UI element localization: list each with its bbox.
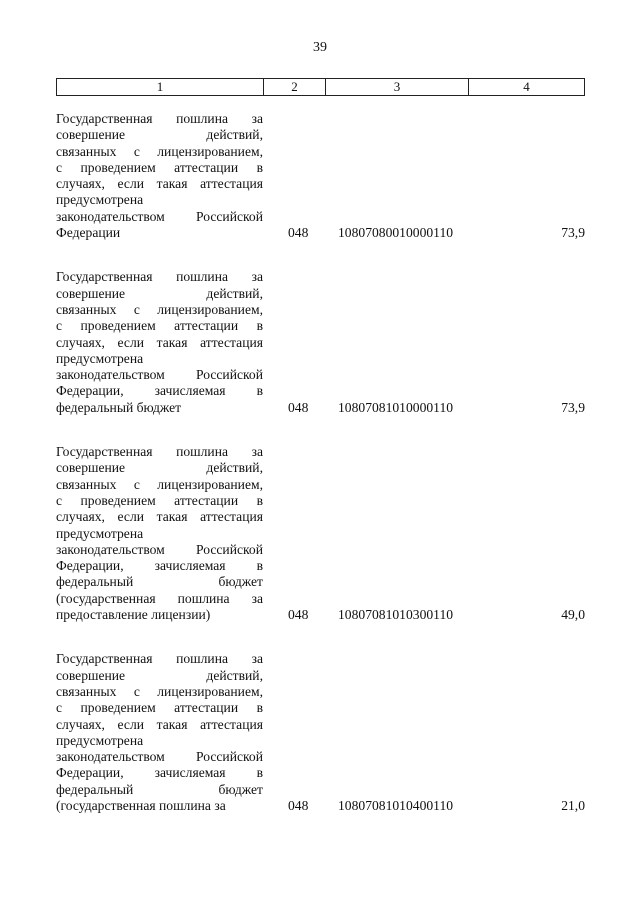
description-line: Государственная пошлина за (56, 111, 263, 126)
description-line: предоставление лицензии) (56, 607, 211, 623)
description-line: законодательством Российской (56, 208, 263, 224)
budget-classification-code: 10807081010400110 (338, 797, 454, 813)
description-line: связанных с лицензированием, (56, 476, 263, 492)
description-line: с проведением аттестации в (56, 159, 263, 175)
row-description (56, 651, 263, 814)
description-line: предусмотрена (56, 732, 144, 748)
row-description (56, 444, 263, 623)
description-line: (государственная пошлина за (56, 590, 263, 606)
admin-code: 048 (288, 399, 309, 415)
budget-classification-code: 10807081010300110 (338, 607, 454, 623)
description-line: законодательством Российской (56, 749, 263, 765)
description-line: связанных с лицензированием, (56, 143, 263, 159)
admin-code: 048 (288, 797, 309, 813)
description-line: законодательством Российской (56, 541, 263, 557)
description-line: (государственная пошлина за (56, 797, 226, 813)
description-line: предусмотрена (56, 525, 144, 541)
description-line: Государственная пошлина за (56, 651, 263, 667)
row-description (56, 269, 263, 416)
row-description (56, 111, 263, 241)
description-line: федеральный бюджет (56, 399, 182, 415)
admin-code: 048 (288, 607, 309, 623)
header-col-1: 1 (57, 79, 264, 95)
amount: 21,0 (561, 797, 585, 813)
description-line: Государственная пошлина за (56, 269, 263, 285)
description-line: Федерации (56, 225, 121, 241)
description-line: с проведением аттестации в (56, 318, 263, 334)
description-line: предусмотрена (56, 350, 144, 366)
description-line: совершение действий, (56, 127, 263, 143)
amount: 73,9 (561, 399, 585, 415)
description-line: случаях, если такая аттестация (56, 509, 263, 525)
amount: 73,9 (561, 225, 585, 241)
header-col-4: 4 (523, 79, 530, 94)
table-header (56, 78, 585, 96)
table-row (56, 269, 585, 416)
page-number: 39 (313, 40, 327, 55)
description-line: федеральный бюджет (56, 574, 263, 590)
description-line: Федерации, зачисляемая в (56, 558, 263, 574)
table-row (56, 111, 585, 241)
description-line: Федерации, зачисляемая в (56, 383, 263, 399)
description-line: законодательством Российской (56, 367, 263, 383)
header-col-3: 3 (326, 79, 469, 95)
budget-classification-code: 10807081010000110 (338, 399, 454, 415)
description-line: связанных с лицензированием, (56, 683, 263, 699)
header-col-2: 2 (264, 79, 326, 95)
table-row (56, 651, 585, 814)
description-line: с проведением аттестации в (56, 492, 263, 508)
table-body (56, 111, 585, 842)
description-line: случаях, если такая аттестация (56, 176, 263, 192)
budget-classification-code: 10807080010000110 (338, 225, 454, 241)
description-line: с проведением аттестации в (56, 700, 263, 716)
description-line: случаях, если такая аттестация (56, 334, 263, 350)
description-line: совершение действий, (56, 667, 263, 683)
description-line: Государственная пошлина за (56, 444, 263, 460)
description-line: совершение действий, (56, 285, 263, 301)
table-row (56, 444, 585, 623)
description-line: федеральный бюджет (56, 781, 263, 797)
admin-code: 048 (288, 225, 309, 241)
description-line: связанных с лицензированием, (56, 301, 263, 317)
description-line: совершение действий, (56, 460, 263, 476)
description-line: случаях, если такая аттестация (56, 716, 263, 732)
amount: 49,0 (561, 607, 585, 623)
description-line: Федерации, зачисляемая в (56, 765, 263, 781)
description-line: предусмотрена (56, 192, 144, 208)
